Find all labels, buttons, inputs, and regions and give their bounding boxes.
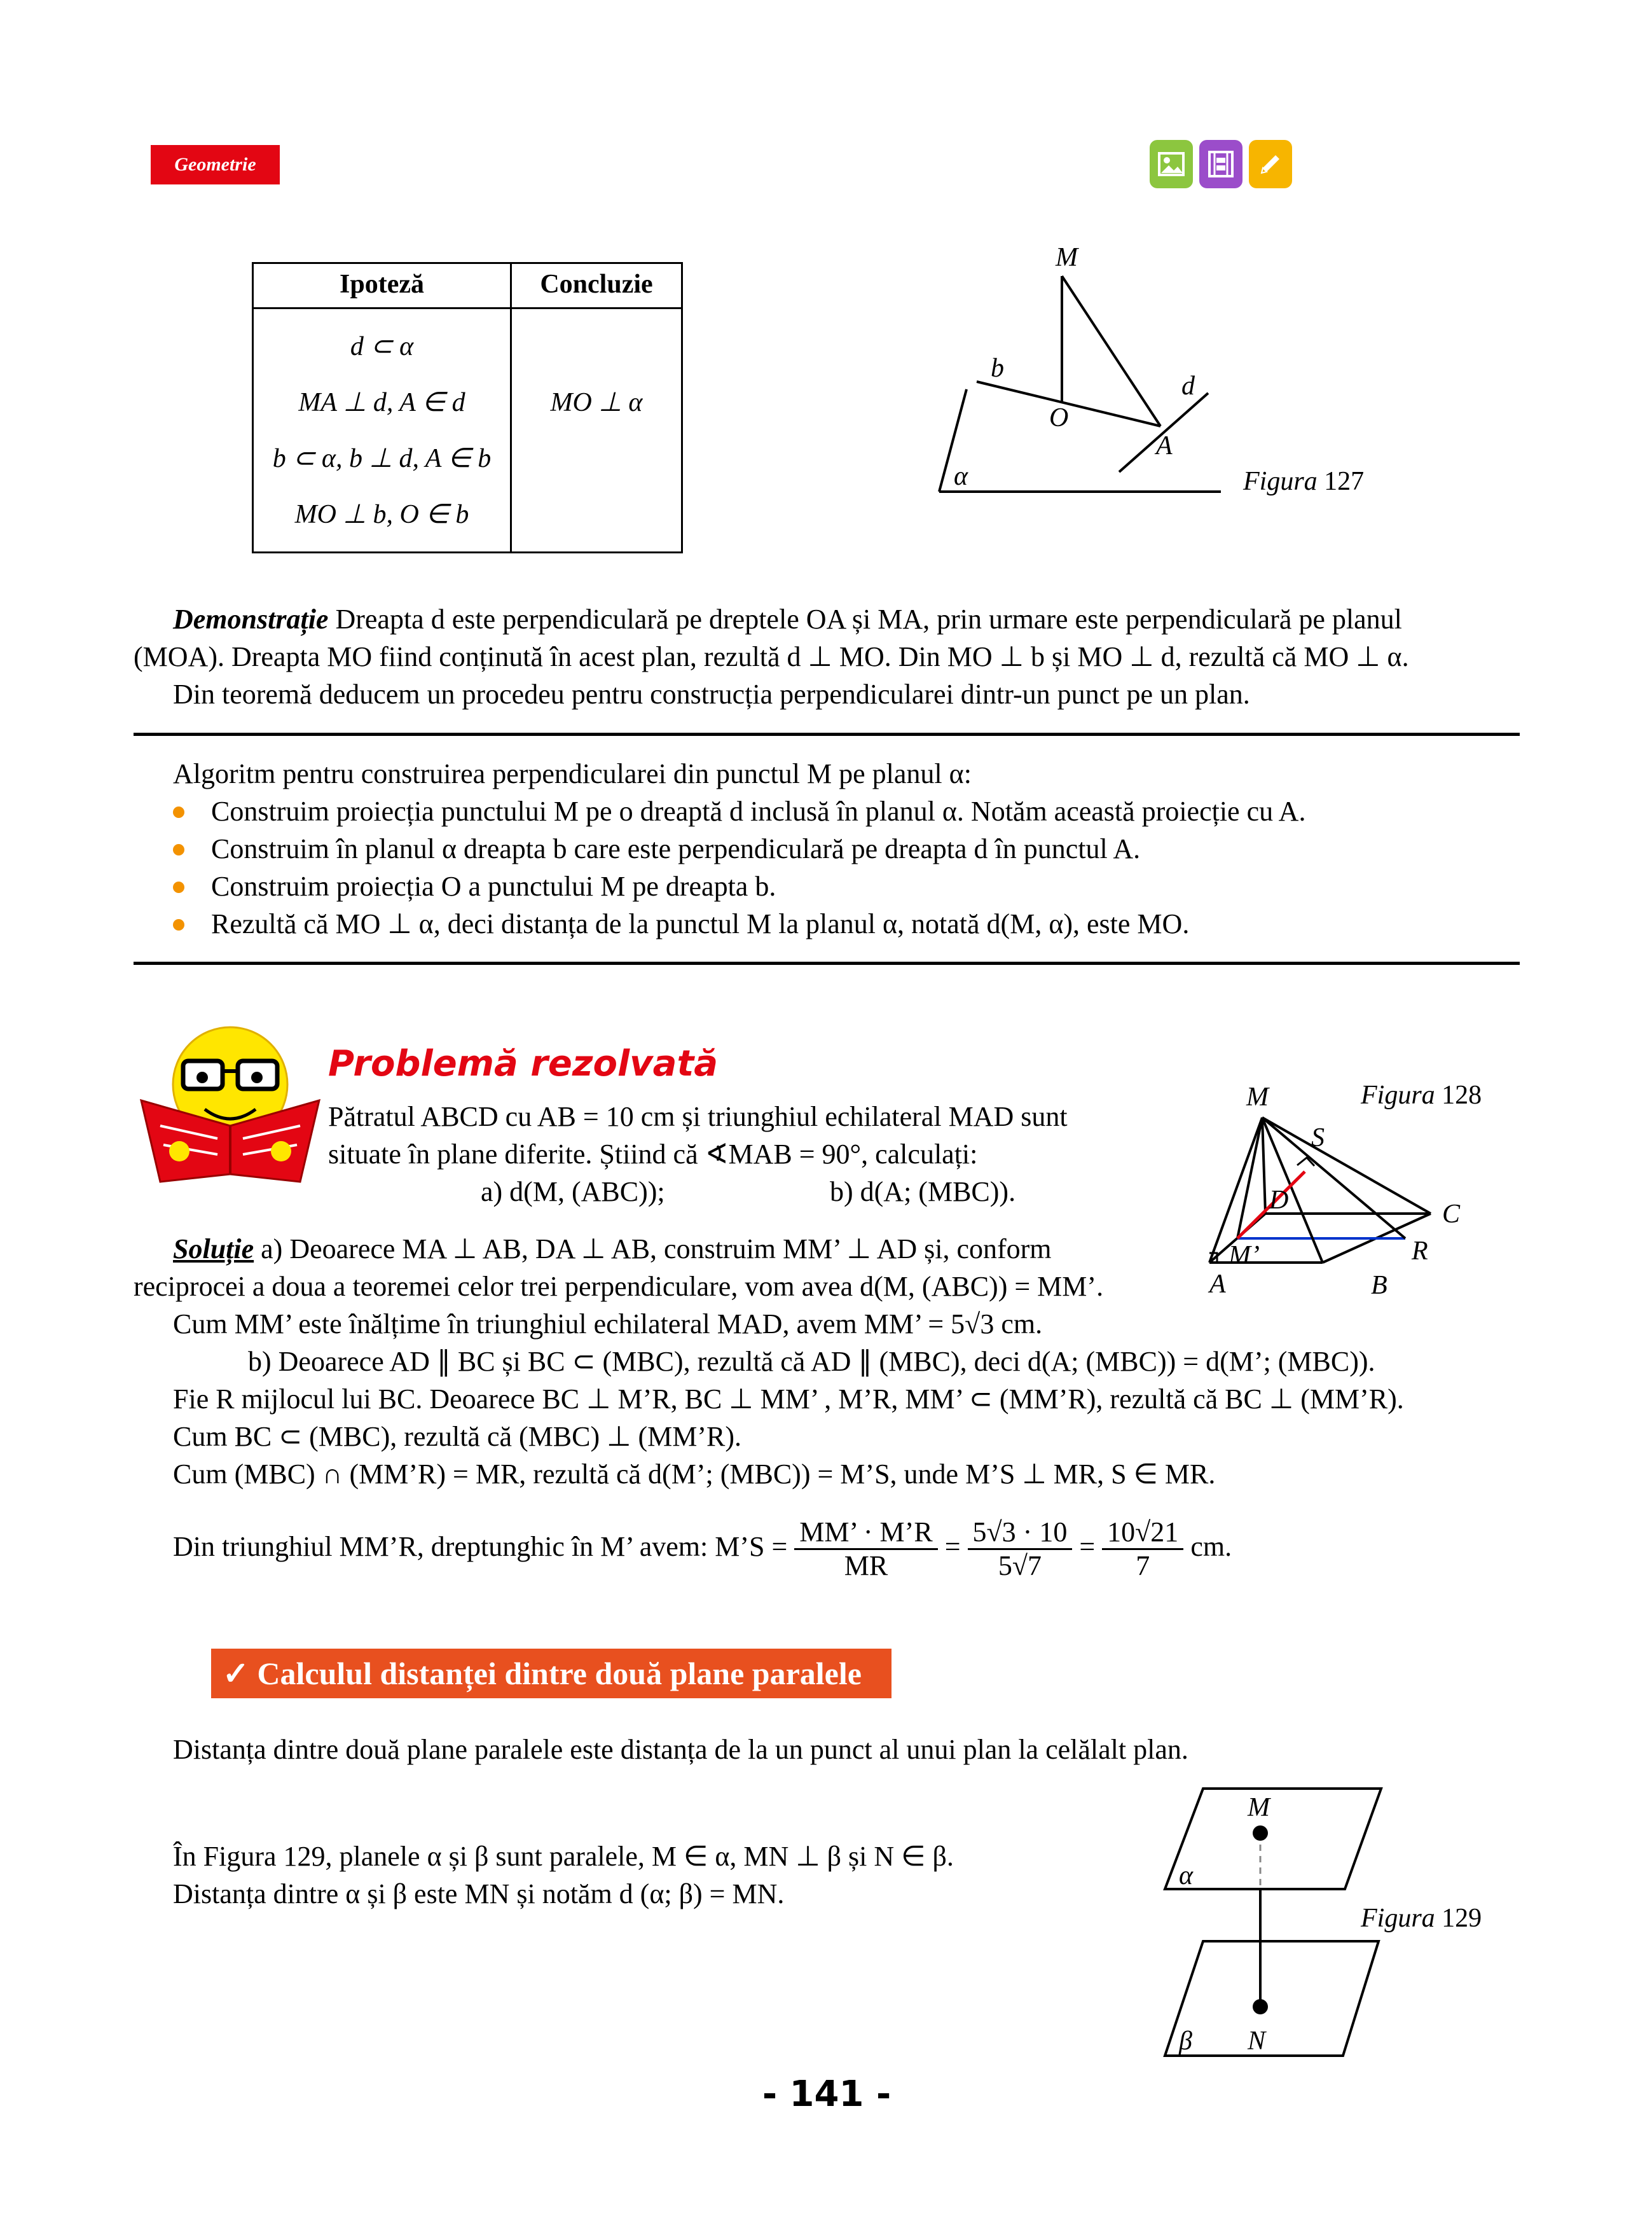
demo-line-1: Demonstrație Dreapta d este perpendiculară pe dreptele OA și MA, prin urmare este perpendiculară pe planul (173, 604, 1402, 635)
fig127-label: d (1181, 371, 1195, 401)
bullet (173, 919, 184, 931)
fraction-3: $\frac{10√21}{7}$ (1102, 1516, 1183, 1582)
hypothesis-line: d ⊂ α (350, 332, 414, 361)
fig129-label: N (1248, 2026, 1266, 2056)
page-number: - 141 - (762, 2074, 891, 2115)
fig128-label: A (1209, 1270, 1226, 1299)
solution-line: Cum BC ⊂ (MBC), rezultă că (MBC) ⊥ (MM’R). (173, 1421, 742, 1452)
rule-bottom (134, 962, 1520, 965)
algorithm-step: Construim proiecția O a punctului M pe dreapta b. (211, 871, 776, 902)
hypothesis-line: b ⊂ α, b ⊥ d, A ∈ b (272, 444, 492, 473)
fig128-label: C (1442, 1200, 1461, 1229)
fig129-label: α (1179, 1861, 1194, 1890)
figure-129-caption: Figura 129 (1361, 1904, 1482, 1933)
demo-line-3: Din teoremă deducem un procedeu pentru construcția perpendicularei dintr-un punct pe un plan. (173, 679, 1250, 710)
demo-line-2: (MOA). Dreapta MO fiind conținută în acest plan, rezultă d ⊥ MO. Din MO ⊥ b și MO ⊥ d, rezultă că MO ⊥ α. (134, 641, 1409, 672)
fraction-1: $\frac{MM’ \cdot M’R}{MR}$ (794, 1516, 937, 1582)
problem-part-b: b) d(A; (MBC)). (830, 1176, 1016, 1207)
table-head-conclusion: Concluzie (540, 270, 653, 299)
hypothesis-line: MA ⊥ d, A ∈ d (298, 388, 465, 417)
fig129-label: M (1248, 1793, 1270, 1822)
fig127-label: M (1056, 243, 1078, 272)
fig129-label: β (1179, 2026, 1192, 2056)
hypothesis-line: MO ⊥ b, O ∈ b (294, 500, 469, 529)
fig128-label: D (1269, 1186, 1289, 1215)
solution-line: Cum (MBC) ∩ (MM’R) = MR, rezultă că d(M’; (MBC)) = M’S, unde M’S ⊥ MR, S ∈ MR. (173, 1458, 1216, 1490)
fig128-label: M (1246, 1083, 1269, 1112)
solution-line: b) Deoarece AD ∥ BC și BC ⊂ (MBC), rezultă că AD ∥ (MBC), deci d(A; (MBC)) = d(M’; (MBC)). (248, 1346, 1375, 1377)
section-line: În Figura 129, planele α și β sunt paralele, M ∈ α, MN ⊥ β și N ∈ β. (173, 1841, 954, 1872)
table-head-hypothesis: Ipoteză (340, 270, 424, 299)
fraction-2: $\frac{5√3 \cdot 10}{5√7}$ (968, 1516, 1073, 1582)
fig127-label: α (954, 462, 968, 491)
fig128-label: M’ (1229, 1241, 1260, 1270)
fig127-label: b (991, 354, 1004, 383)
section-definition: Distanța dintre două plane paralele este distanța de la un punct al unui plan la celălalt plan. (173, 1734, 1188, 1765)
bullet (173, 882, 184, 893)
fig128-label: S (1311, 1123, 1325, 1153)
solution-label: Soluție (173, 1233, 254, 1264)
solution-line: Fie R mijlocul lui BC. Deoarece BC ⊥ M’R, BC ⊥ MM’ , M’R, MM’ ⊂ (MM’R), rezultă că BC ⊥ (MM’R). (173, 1383, 1404, 1415)
section-title: ✓ Calculul distanței dintre două plane paralele (211, 1649, 891, 1698)
fig128-label: R (1412, 1236, 1428, 1266)
conclusion-line: MO ⊥ α (550, 388, 643, 417)
algorithm-step: Construim în planul α dreapta b care este perpendiculară pe dreapta d în punctul A. (211, 833, 1141, 864)
solution-line: Cum MM’ este înălțime în triunghiul echilateral MAD, avem MM’ = 5√3 cm. (173, 1308, 1043, 1340)
algorithm-step: Rezultă că MO ⊥ α, deci distanța de la punctul M la planul α, notată d(M, α), este MO. (211, 908, 1190, 939)
problem-line-1: Pătratul ABCD cu AB = 10 cm și triunghiul echilateral MAD sunt (328, 1101, 1068, 1132)
fig128-label: B (1371, 1271, 1387, 1300)
figure-127-caption: Figura 127 (1243, 467, 1365, 496)
solution-formula-line: Din triunghiul MM’R, dreptunghic în M’ avem: M’S = $\frac{MM’ \cdot M’R}{MR}$ = $\frac{5√3 \cdot 10}{5√7}$ = $\frac{10√21}{7}$ cm. (173, 1516, 1232, 1582)
problem-title: Problemă rezolvată (328, 1043, 719, 1084)
hypothesis-table (252, 262, 683, 553)
problem-part-a: a) d(M, (ABC)); (481, 1176, 665, 1207)
algorithm-step: Construim proiecția punctului M pe o dreaptă d inclusă în planul α. Notăm această proiecție cu A. (211, 796, 1306, 827)
figure-127 (928, 235, 1259, 502)
solution-line: Soluție a) Deoarece MA ⊥ AB, DA ⊥ AB, construim MM’ ⊥ AD și, conform (173, 1233, 1052, 1264)
section-line: Distanța dintre α și β este MN și notăm d (α; β) = MN. (173, 1878, 785, 1909)
algorithm-intro: Algoritm pentru construirea perpendicularei din punctul M pe planul α: (173, 758, 972, 789)
solution-line: reciprocei a doua a teoremei celor trei perpendiculare, vom avea d(M, (ABC)) = MM’. (134, 1271, 1104, 1302)
fig127-label: A (1156, 431, 1173, 461)
chapter-tag: Geometrie (151, 145, 280, 184)
bullet (173, 807, 184, 818)
fig127-label: O (1049, 403, 1069, 433)
rule-top (134, 733, 1520, 736)
film-icon[interactable] (1199, 140, 1242, 188)
demo-label: Demonstrație (173, 604, 329, 635)
reading-mascot-icon (135, 1024, 326, 1189)
bullet (173, 844, 184, 855)
figure-128-caption: Figura 128 (1361, 1081, 1482, 1110)
image-icon[interactable] (1150, 140, 1193, 188)
problem-line-2: situate în plane diferite. Știind că ∢MAB = 90°, calculați: (328, 1139, 978, 1170)
pencil-icon[interactable] (1249, 140, 1292, 188)
